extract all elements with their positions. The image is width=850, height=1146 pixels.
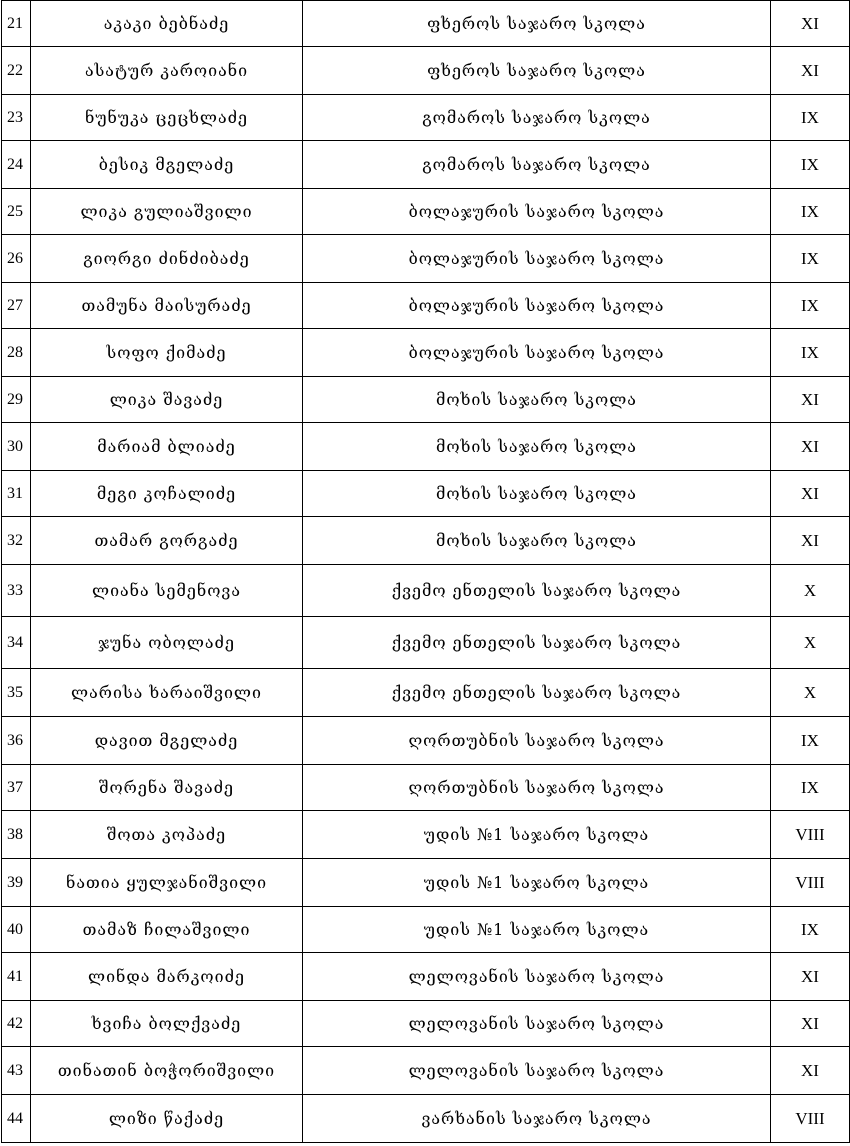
school-name: უდის №1 საჯარო სკოლა	[303, 859, 771, 907]
student-name: შოთა კოპაძე	[31, 811, 303, 859]
student-name: ლინდა მარკოიძე	[31, 953, 303, 1001]
grade-cell: IX	[771, 329, 850, 377]
grade-cell: XI	[771, 471, 850, 517]
school-name: მოხის საჯარო სკოლა	[303, 517, 771, 565]
school-name: მოხის საჯარო სკოლა	[303, 423, 771, 471]
row-number: 43	[2, 1047, 31, 1095]
student-name: გიორგი ძინძიბაძე	[31, 235, 303, 283]
table-row	[2, 669, 850, 717]
student-name: ლიკა გულიაშვილი	[31, 189, 303, 235]
student-name: ჯუნა ობოლაძე	[31, 617, 303, 669]
table-row	[2, 423, 850, 471]
table-row	[2, 141, 850, 189]
school-name: ქვემო ენთელის საჯარო სკოლა	[303, 669, 771, 717]
student-name: მარიამ ბლიაძე	[31, 423, 303, 471]
school-name: ბოლაჯურის საჯარო სკოლა	[303, 283, 771, 329]
grade-cell: XI	[771, 1001, 850, 1047]
table-body	[2, 1, 850, 1143]
row-number: 39	[2, 859, 31, 907]
row-number: 22	[2, 47, 31, 95]
student-name: თამაზ ჩილაშვილი	[31, 907, 303, 953]
grade-cell: X	[771, 669, 850, 717]
student-name: ლიანა სემენოვა	[31, 565, 303, 617]
grade-cell: VIII	[771, 859, 850, 907]
row-number: 24	[2, 141, 31, 189]
grade-cell: VIII	[771, 811, 850, 859]
row-number: 32	[2, 517, 31, 565]
row-number: 38	[2, 811, 31, 859]
school-name: ლელოვანის საჯარო სკოლა	[303, 1047, 771, 1095]
table-row	[2, 377, 850, 423]
table-row	[2, 283, 850, 329]
table-row	[2, 95, 850, 141]
school-name: ლელოვანის საჯარო სკოლა	[303, 953, 771, 1001]
table-row	[2, 329, 850, 377]
grade-cell: XI	[771, 1047, 850, 1095]
student-name: ხვიჩა ბოლქვაძე	[31, 1001, 303, 1047]
row-number: 35	[2, 669, 31, 717]
grade-cell: IX	[771, 235, 850, 283]
student-name: ნათია ყულჯანიშვილი	[31, 859, 303, 907]
student-name: თამარ გორგაძე	[31, 517, 303, 565]
school-name: გომაროს საჯარო სკოლა	[303, 141, 771, 189]
grade-cell: IX	[771, 189, 850, 235]
row-number: 37	[2, 765, 31, 811]
school-name: ფხეროს საჯარო სკოლა	[303, 47, 771, 95]
grade-cell: XI	[771, 1, 850, 47]
row-number: 26	[2, 235, 31, 283]
row-number: 40	[2, 907, 31, 953]
student-name: მეგი კოჩალიძე	[31, 471, 303, 517]
student-name: ლარისა ხარაიშვილი	[31, 669, 303, 717]
table-row	[2, 47, 850, 95]
student-name: ბესიკ მგელაძე	[31, 141, 303, 189]
grade-cell: IX	[771, 765, 850, 811]
row-number: 41	[2, 953, 31, 1001]
table-row	[2, 717, 850, 765]
school-name: ღორთუბნის საჯარო სკოლა	[303, 717, 771, 765]
grade-cell: XI	[771, 423, 850, 471]
grade-cell: IX	[771, 95, 850, 141]
student-name: სოფო ქიმაძე	[31, 329, 303, 377]
row-number: 44	[2, 1095, 31, 1143]
row-number: 33	[2, 565, 31, 617]
table-row	[2, 235, 850, 283]
school-name: მოხის საჯარო სკოლა	[303, 377, 771, 423]
table-row	[2, 1, 850, 47]
school-name: ღორთუბნის საჯარო სკოლა	[303, 765, 771, 811]
row-number: 30	[2, 423, 31, 471]
row-number: 36	[2, 717, 31, 765]
school-name: ბოლაჯურის საჯარო სკოლა	[303, 235, 771, 283]
grade-cell: XI	[771, 953, 850, 1001]
table-row	[2, 811, 850, 859]
row-number: 31	[2, 471, 31, 517]
table-row	[2, 1001, 850, 1047]
school-name: ბოლაჯურის საჯარო სკოლა	[303, 189, 771, 235]
grade-cell: IX	[771, 141, 850, 189]
grade-cell: XI	[771, 47, 850, 95]
table-row	[2, 565, 850, 617]
student-name: ლიკა შავაძე	[31, 377, 303, 423]
student-name: თამუნა მაისურაძე	[31, 283, 303, 329]
grade-cell: VIII	[771, 1095, 850, 1143]
row-number: 21	[2, 1, 31, 47]
table-row	[2, 953, 850, 1001]
row-number: 28	[2, 329, 31, 377]
grade-cell: XI	[771, 517, 850, 565]
school-name: მოხის საჯარო სკოლა	[303, 471, 771, 517]
school-name: უდის №1 საჯარო სკოლა	[303, 907, 771, 953]
grade-cell: X	[771, 565, 850, 617]
student-name: ნუნუკა ცეცხლაძე	[31, 95, 303, 141]
table-row	[2, 189, 850, 235]
school-name: ქვემო ენთელის საჯარო სკოლა	[303, 617, 771, 669]
grade-cell: IX	[771, 283, 850, 329]
row-number: 25	[2, 189, 31, 235]
table-row	[2, 859, 850, 907]
row-number: 42	[2, 1001, 31, 1047]
participants-table	[1, 0, 850, 1143]
row-number: 23	[2, 95, 31, 141]
student-name: თინათინ ბოჭორიშვილი	[31, 1047, 303, 1095]
school-name: ვარხანის საჯარო სკოლა	[303, 1095, 771, 1143]
school-name: ფხეროს საჯარო სკოლა	[303, 1, 771, 47]
row-number: 27	[2, 283, 31, 329]
table-row	[2, 617, 850, 669]
table-row	[2, 471, 850, 517]
grade-cell: X	[771, 617, 850, 669]
grade-cell: IX	[771, 717, 850, 765]
school-name: უდის №1 საჯარო სკოლა	[303, 811, 771, 859]
student-name: დავით მგელაძე	[31, 717, 303, 765]
school-name: ქვემო ენთელის საჯარო სკოლა	[303, 565, 771, 617]
student-name: შორენა შავაძე	[31, 765, 303, 811]
school-name: ბოლაჯურის საჯარო სკოლა	[303, 329, 771, 377]
table-row	[2, 1047, 850, 1095]
student-name: აკაკი ბებნაძე	[31, 1, 303, 47]
school-name: გომაროს საჯარო სკოლა	[303, 95, 771, 141]
student-name: ლიზი წაქაძე	[31, 1095, 303, 1143]
table-row	[2, 1095, 850, 1143]
row-number: 34	[2, 617, 31, 669]
grade-cell: IX	[771, 907, 850, 953]
table-row	[2, 517, 850, 565]
table-row	[2, 907, 850, 953]
school-name: ლელოვანის საჯარო სკოლა	[303, 1001, 771, 1047]
student-name: ასატურ კაროიანი	[31, 47, 303, 95]
grade-cell: XI	[771, 377, 850, 423]
table-row	[2, 765, 850, 811]
row-number: 29	[2, 377, 31, 423]
